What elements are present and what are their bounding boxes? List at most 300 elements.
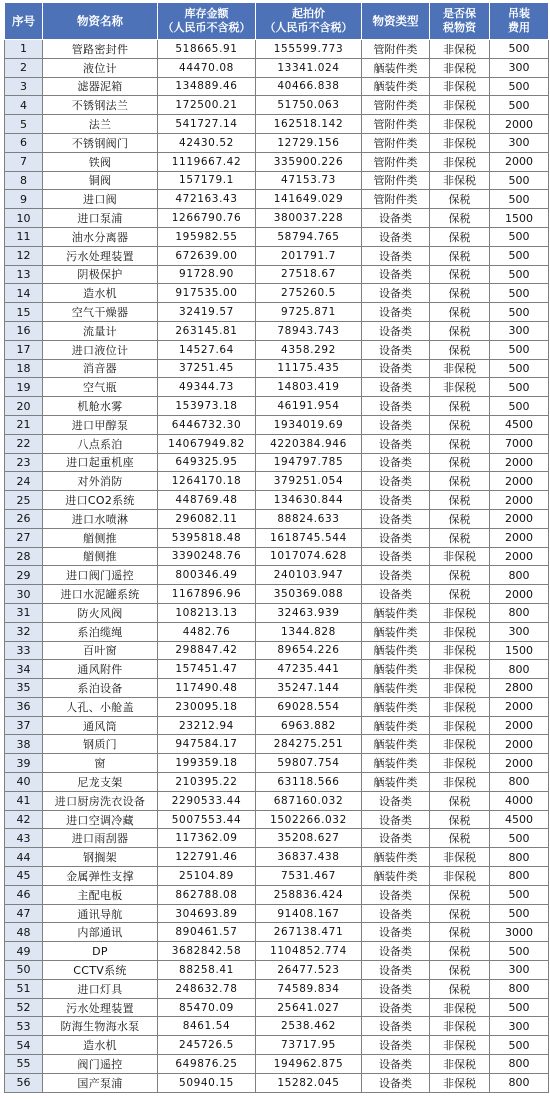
cell-name[interactable]: 进口阀 <box>43 190 158 209</box>
cell-start-price[interactable]: 201791.7 <box>256 246 362 265</box>
cell-hoist-fee[interactable]: 800 <box>490 773 549 792</box>
cell-hoist-fee[interactable]: 800 <box>490 979 549 998</box>
cell-seq[interactable]: 14 <box>5 284 43 303</box>
cell-type[interactable]: 舾装件类 <box>362 77 430 96</box>
cell-hoist-fee[interactable]: 500 <box>490 829 549 848</box>
cell-hoist-fee[interactable]: 500 <box>490 1036 549 1055</box>
header-start-price[interactable] <box>256 3 362 40</box>
cell-type[interactable]: 设备类 <box>362 979 430 998</box>
cell-start-price[interactable]: 46191.954 <box>256 397 362 416</box>
cell-stock-value[interactable]: 518665.91 <box>158 40 256 59</box>
cell-bonded[interactable]: 保税 <box>430 209 490 228</box>
cell-bonded[interactable]: 保税 <box>430 585 490 604</box>
cell-bonded[interactable]: 保税 <box>430 246 490 265</box>
cell-name[interactable]: 消音器 <box>43 359 158 378</box>
cell-hoist-fee[interactable]: 500 <box>490 359 549 378</box>
cell-seq[interactable]: 56 <box>5 1073 43 1092</box>
cell-name[interactable]: 百叶窗 <box>43 641 158 660</box>
cell-start-price[interactable]: 78943.743 <box>256 321 362 340</box>
cell-seq[interactable]: 5 <box>5 115 43 134</box>
cell-type[interactable]: 设备类 <box>362 528 430 547</box>
cell-seq[interactable]: 22 <box>5 434 43 453</box>
cell-start-price[interactable]: 40466.838 <box>256 77 362 96</box>
cell-name[interactable]: 滤器泥箱 <box>43 77 158 96</box>
cell-stock-value[interactable]: 649876.25 <box>158 1055 256 1074</box>
cell-type[interactable]: 设备类 <box>362 321 430 340</box>
cell-bonded[interactable]: 非保税 <box>430 660 490 679</box>
cell-type[interactable]: 设备类 <box>362 547 430 566</box>
cell-type[interactable]: 设备类 <box>362 961 430 980</box>
cell-hoist-fee[interactable]: 800 <box>490 660 549 679</box>
cell-hoist-fee[interactable]: 2000 <box>490 115 549 134</box>
cell-bonded[interactable]: 保税 <box>430 415 490 434</box>
cell-seq[interactable]: 23 <box>5 453 43 472</box>
cell-stock-value[interactable]: 5007553.44 <box>158 810 256 829</box>
cell-start-price[interactable]: 4358.292 <box>256 340 362 359</box>
cell-seq[interactable]: 2 <box>5 58 43 77</box>
cell-start-price[interactable]: 350369.088 <box>256 585 362 604</box>
cell-name[interactable]: 污水处理装置 <box>43 998 158 1017</box>
cell-start-price[interactable]: 1618745.544 <box>256 528 362 547</box>
cell-bonded[interactable]: 非保税 <box>430 998 490 1017</box>
cell-type[interactable]: 设备类 <box>362 998 430 1017</box>
cell-hoist-fee[interactable]: 2000 <box>490 585 549 604</box>
cell-seq[interactable]: 11 <box>5 227 43 246</box>
cell-stock-value[interactable]: 296082.11 <box>158 509 256 528</box>
cell-bonded[interactable]: 保税 <box>430 491 490 510</box>
cell-type[interactable]: 管附件类 <box>362 96 430 115</box>
cell-hoist-fee[interactable]: 2000 <box>490 697 549 716</box>
cell-bonded[interactable]: 保税 <box>430 923 490 942</box>
cell-type[interactable]: 设备类 <box>362 359 430 378</box>
cell-bonded[interactable]: 保税 <box>430 284 490 303</box>
cell-seq[interactable]: 1 <box>5 40 43 59</box>
cell-start-price[interactable]: 27518.67 <box>256 265 362 284</box>
cell-start-price[interactable]: 4220384.946 <box>256 434 362 453</box>
cell-name[interactable]: 通讯导航 <box>43 904 158 923</box>
cell-start-price[interactable]: 380037.228 <box>256 209 362 228</box>
cell-seq[interactable]: 17 <box>5 340 43 359</box>
cell-name[interactable]: 进口水泥罐系统 <box>43 585 158 604</box>
cell-type[interactable]: 设备类 <box>362 585 430 604</box>
cell-hoist-fee[interactable]: 300 <box>490 133 549 152</box>
cell-hoist-fee[interactable]: 800 <box>490 867 549 886</box>
cell-start-price[interactable]: 74589.834 <box>256 979 362 998</box>
cell-hoist-fee[interactable]: 2000 <box>490 472 549 491</box>
cell-name[interactable]: 空气干燥器 <box>43 303 158 322</box>
cell-stock-value[interactable]: 32419.57 <box>158 303 256 322</box>
cell-type[interactable]: 设备类 <box>362 434 430 453</box>
cell-start-price[interactable]: 12729.156 <box>256 133 362 152</box>
cell-bonded[interactable]: 保税 <box>430 265 490 284</box>
cell-bonded[interactable]: 保税 <box>430 453 490 472</box>
cell-seq[interactable]: 48 <box>5 923 43 942</box>
cell-stock-value[interactable]: 157451.47 <box>158 660 256 679</box>
cell-stock-value[interactable]: 298847.42 <box>158 641 256 660</box>
cell-seq[interactable]: 49 <box>5 942 43 961</box>
cell-seq[interactable]: 29 <box>5 566 43 585</box>
cell-type[interactable]: 设备类 <box>362 829 430 848</box>
cell-type[interactable]: 舾装件类 <box>362 622 430 641</box>
cell-type[interactable]: 设备类 <box>362 284 430 303</box>
cell-start-price[interactable]: 89654.226 <box>256 641 362 660</box>
cell-type[interactable]: 舾装件类 <box>362 679 430 698</box>
cell-bonded[interactable]: 非保税 <box>430 152 490 171</box>
cell-hoist-fee[interactable]: 500 <box>490 942 549 961</box>
cell-stock-value[interactable]: 3390248.76 <box>158 547 256 566</box>
cell-bonded[interactable]: 非保税 <box>430 171 490 190</box>
cell-hoist-fee[interactable]: 500 <box>490 77 549 96</box>
cell-type[interactable]: 管附件类 <box>362 152 430 171</box>
cell-stock-value[interactable]: 263145.81 <box>158 321 256 340</box>
cell-seq[interactable]: 44 <box>5 848 43 867</box>
cell-type[interactable]: 舾装件类 <box>362 660 430 679</box>
cell-name[interactable]: 进口阀门遥控 <box>43 566 158 585</box>
cell-seq[interactable]: 10 <box>5 209 43 228</box>
cell-stock-value[interactable]: 91728.90 <box>158 265 256 284</box>
cell-name[interactable]: 人孔、小舱盖 <box>43 697 158 716</box>
cell-type[interactable]: 设备类 <box>362 415 430 434</box>
cell-name[interactable]: 造水机 <box>43 284 158 303</box>
cell-name[interactable]: 艏侧推 <box>43 528 158 547</box>
cell-name[interactable]: 对外消防 <box>43 472 158 491</box>
cell-name[interactable]: 进口起重机座 <box>43 453 158 472</box>
header-seq[interactable] <box>5 3 43 40</box>
cell-bonded[interactable]: 保税 <box>430 885 490 904</box>
cell-hoist-fee[interactable]: 4000 <box>490 791 549 810</box>
cell-name[interactable]: 进口雨刮器 <box>43 829 158 848</box>
cell-hoist-fee[interactable]: 500 <box>490 190 549 209</box>
cell-name[interactable]: 管路密封件 <box>43 40 158 59</box>
cell-type[interactable]: 舾装件类 <box>362 697 430 716</box>
cell-start-price[interactable]: 258836.424 <box>256 885 362 904</box>
cell-name[interactable]: 进口液位计 <box>43 340 158 359</box>
cell-stock-value[interactable]: 25104.89 <box>158 867 256 886</box>
cell-bonded[interactable]: 非保税 <box>430 378 490 397</box>
cell-hoist-fee[interactable]: 7000 <box>490 434 549 453</box>
cell-stock-value[interactable]: 210395.22 <box>158 773 256 792</box>
cell-type[interactable]: 设备类 <box>362 397 430 416</box>
cell-start-price[interactable]: 63118.566 <box>256 773 362 792</box>
cell-hoist-fee[interactable]: 3000 <box>490 923 549 942</box>
cell-bonded[interactable]: 非保税 <box>430 1036 490 1055</box>
cell-name[interactable]: 金属弹性支撑 <box>43 867 158 886</box>
cell-start-price[interactable]: 47235.441 <box>256 660 362 679</box>
cell-seq[interactable]: 27 <box>5 528 43 547</box>
cell-bonded[interactable]: 非保税 <box>430 1017 490 1036</box>
cell-start-price[interactable]: 73717.95 <box>256 1036 362 1055</box>
cell-hoist-fee[interactable]: 2000 <box>490 528 549 547</box>
cell-name[interactable]: 系泊缆绳 <box>43 622 158 641</box>
cell-name[interactable]: 造水机 <box>43 1036 158 1055</box>
cell-start-price[interactable]: 284275.251 <box>256 735 362 754</box>
cell-seq[interactable]: 6 <box>5 133 43 152</box>
cell-type[interactable]: 设备类 <box>362 904 430 923</box>
cell-seq[interactable]: 7 <box>5 152 43 171</box>
cell-name[interactable]: 进口泵浦 <box>43 209 158 228</box>
cell-name[interactable]: 防海生物海水泵 <box>43 1017 158 1036</box>
cell-stock-value[interactable]: 1119667.42 <box>158 152 256 171</box>
cell-bonded[interactable]: 非保税 <box>430 133 490 152</box>
cell-name[interactable]: 八点系泊 <box>43 434 158 453</box>
cell-start-price[interactable]: 141649.029 <box>256 190 362 209</box>
cell-stock-value[interactable]: 23212.94 <box>158 716 256 735</box>
cell-start-price[interactable]: 240103.947 <box>256 566 362 585</box>
cell-start-price[interactable]: 194797.785 <box>256 453 362 472</box>
cell-seq[interactable]: 28 <box>5 547 43 566</box>
cell-bonded[interactable]: 保税 <box>430 227 490 246</box>
cell-stock-value[interactable]: 304693.89 <box>158 904 256 923</box>
cell-bonded[interactable]: 非保税 <box>430 58 490 77</box>
cell-stock-value[interactable]: 448769.48 <box>158 491 256 510</box>
cell-stock-value[interactable]: 649325.95 <box>158 453 256 472</box>
cell-type[interactable]: 舾装件类 <box>362 641 430 660</box>
cell-hoist-fee[interactable]: 500 <box>490 303 549 322</box>
cell-type[interactable]: 设备类 <box>362 1017 430 1036</box>
cell-seq[interactable]: 53 <box>5 1017 43 1036</box>
cell-start-price[interactable]: 26477.523 <box>256 961 362 980</box>
cell-stock-value[interactable]: 248632.78 <box>158 979 256 998</box>
cell-start-price[interactable]: 1344.828 <box>256 622 362 641</box>
cell-seq[interactable]: 21 <box>5 415 43 434</box>
cell-bonded[interactable]: 保税 <box>430 961 490 980</box>
cell-bonded[interactable]: 保税 <box>430 190 490 209</box>
cell-bonded[interactable]: 保税 <box>430 434 490 453</box>
cell-seq[interactable]: 46 <box>5 885 43 904</box>
cell-seq[interactable]: 35 <box>5 679 43 698</box>
cell-type[interactable]: 舾装件类 <box>362 603 430 622</box>
cell-name[interactable]: 进口甲醇泵 <box>43 415 158 434</box>
cell-bonded[interactable]: 非保税 <box>430 773 490 792</box>
cell-hoist-fee[interactable]: 500 <box>490 397 549 416</box>
cell-stock-value[interactable]: 195982.55 <box>158 227 256 246</box>
cell-hoist-fee[interactable]: 800 <box>490 566 549 585</box>
cell-hoist-fee[interactable]: 300 <box>490 961 549 980</box>
cell-type[interactable]: 舾装件类 <box>362 716 430 735</box>
cell-start-price[interactable]: 687160.032 <box>256 791 362 810</box>
cell-start-price[interactable]: 267138.471 <box>256 923 362 942</box>
cell-start-price[interactable]: 25641.027 <box>256 998 362 1017</box>
cell-type[interactable]: 设备类 <box>362 509 430 528</box>
cell-hoist-fee[interactable]: 500 <box>490 998 549 1017</box>
cell-type[interactable]: 舾装件类 <box>362 773 430 792</box>
cell-start-price[interactable]: 11175.435 <box>256 359 362 378</box>
cell-bonded[interactable]: 非保税 <box>430 754 490 773</box>
cell-hoist-fee[interactable]: 500 <box>490 378 549 397</box>
cell-seq[interactable]: 55 <box>5 1055 43 1074</box>
cell-seq[interactable]: 30 <box>5 585 43 604</box>
cell-name[interactable]: 机舱水雾 <box>43 397 158 416</box>
cell-type[interactable]: 设备类 <box>362 303 430 322</box>
cell-hoist-fee[interactable]: 500 <box>490 904 549 923</box>
cell-type[interactable]: 设备类 <box>362 885 430 904</box>
cell-start-price[interactable]: 59807.754 <box>256 754 362 773</box>
cell-bonded[interactable]: 非保税 <box>430 697 490 716</box>
cell-seq[interactable]: 39 <box>5 754 43 773</box>
cell-seq[interactable]: 9 <box>5 190 43 209</box>
cell-stock-value[interactable]: 541727.14 <box>158 115 256 134</box>
cell-stock-value[interactable]: 5395818.48 <box>158 528 256 547</box>
cell-bonded[interactable]: 非保税 <box>430 848 490 867</box>
cell-type[interactable]: 设备类 <box>362 942 430 961</box>
cell-type[interactable]: 管附件类 <box>362 115 430 134</box>
cell-stock-value[interactable]: 1264170.18 <box>158 472 256 491</box>
cell-hoist-fee[interactable]: 300 <box>490 58 549 77</box>
cell-stock-value[interactable]: 37251.45 <box>158 359 256 378</box>
cell-stock-value[interactable]: 117490.48 <box>158 679 256 698</box>
cell-hoist-fee[interactable]: 800 <box>490 1073 549 1092</box>
cell-seq[interactable]: 8 <box>5 171 43 190</box>
cell-start-price[interactable]: 194962.875 <box>256 1055 362 1074</box>
cell-stock-value[interactable]: 50940.15 <box>158 1073 256 1092</box>
cell-start-price[interactable]: 6963.882 <box>256 716 362 735</box>
cell-hoist-fee[interactable]: 500 <box>490 246 549 265</box>
cell-seq[interactable]: 4 <box>5 96 43 115</box>
cell-start-price[interactable]: 32463.939 <box>256 603 362 622</box>
cell-stock-value[interactable]: 88258.41 <box>158 961 256 980</box>
cell-seq[interactable]: 41 <box>5 791 43 810</box>
cell-seq[interactable]: 20 <box>5 397 43 416</box>
cell-seq[interactable]: 3 <box>5 77 43 96</box>
header-bonded[interactable] <box>430 3 490 40</box>
cell-hoist-fee[interactable]: 800 <box>490 1055 549 1074</box>
cell-bonded[interactable]: 非保税 <box>430 547 490 566</box>
cell-name[interactable]: 法兰 <box>43 115 158 134</box>
cell-stock-value[interactable]: 1167896.96 <box>158 585 256 604</box>
cell-stock-value[interactable]: 3682842.58 <box>158 942 256 961</box>
cell-bonded[interactable]: 保税 <box>430 810 490 829</box>
cell-bonded[interactable]: 非保税 <box>430 115 490 134</box>
cell-hoist-fee[interactable]: 300 <box>490 622 549 641</box>
cell-name[interactable]: CCTV系统 <box>43 961 158 980</box>
cell-bonded[interactable]: 保税 <box>430 904 490 923</box>
cell-bonded[interactable]: 保税 <box>430 321 490 340</box>
cell-bonded[interactable]: 非保税 <box>430 735 490 754</box>
cell-hoist-fee[interactable]: 500 <box>490 40 549 59</box>
cell-seq[interactable]: 26 <box>5 509 43 528</box>
cell-hoist-fee[interactable]: 500 <box>490 284 549 303</box>
cell-name[interactable]: 进口空调冷藏 <box>43 810 158 829</box>
cell-type[interactable]: 设备类 <box>362 265 430 284</box>
cell-type[interactable]: 管附件类 <box>362 190 430 209</box>
cell-seq[interactable]: 45 <box>5 867 43 886</box>
cell-hoist-fee[interactable]: 500 <box>490 340 549 359</box>
cell-stock-value[interactable]: 800346.49 <box>158 566 256 585</box>
cell-bonded[interactable]: 非保税 <box>430 77 490 96</box>
cell-hoist-fee[interactable]: 1500 <box>490 209 549 228</box>
cell-stock-value[interactable]: 153973.18 <box>158 397 256 416</box>
cell-bonded[interactable]: 非保税 <box>430 679 490 698</box>
cell-hoist-fee[interactable]: 300 <box>490 321 549 340</box>
cell-seq[interactable]: 19 <box>5 378 43 397</box>
cell-seq[interactable]: 42 <box>5 810 43 829</box>
cell-name[interactable]: 铁阀 <box>43 152 158 171</box>
cell-type[interactable]: 舾装件类 <box>362 58 430 77</box>
cell-stock-value[interactable]: 122791.46 <box>158 848 256 867</box>
cell-name[interactable]: 油水分离器 <box>43 227 158 246</box>
cell-name[interactable]: 窗 <box>43 754 158 773</box>
cell-bonded[interactable]: 保税 <box>430 566 490 585</box>
cell-stock-value[interactable]: 8461.54 <box>158 1017 256 1036</box>
cell-hoist-fee[interactable]: 2000 <box>490 453 549 472</box>
cell-name[interactable]: 国产泵浦 <box>43 1073 158 1092</box>
cell-name[interactable]: 铜阀 <box>43 171 158 190</box>
cell-name[interactable]: 阴极保护 <box>43 265 158 284</box>
cell-type[interactable]: 舾装件类 <box>362 735 430 754</box>
cell-name[interactable]: 进口CO2系统 <box>43 491 158 510</box>
cell-name[interactable]: 通风附件 <box>43 660 158 679</box>
cell-start-price[interactable]: 88824.633 <box>256 509 362 528</box>
cell-stock-value[interactable]: 14527.64 <box>158 340 256 359</box>
cell-stock-value[interactable]: 199359.18 <box>158 754 256 773</box>
cell-seq[interactable]: 52 <box>5 998 43 1017</box>
cell-type[interactable]: 设备类 <box>362 453 430 472</box>
cell-seq[interactable]: 38 <box>5 735 43 754</box>
cell-start-price[interactable]: 13341.024 <box>256 58 362 77</box>
cell-start-price[interactable]: 9725.871 <box>256 303 362 322</box>
cell-type[interactable]: 舾装件类 <box>362 754 430 773</box>
cell-type[interactable]: 设备类 <box>362 566 430 585</box>
cell-stock-value[interactable]: 245726.5 <box>158 1036 256 1055</box>
cell-type[interactable]: 设备类 <box>362 1055 430 1074</box>
cell-hoist-fee[interactable]: 500 <box>490 171 549 190</box>
cell-name[interactable]: 钢质门 <box>43 735 158 754</box>
cell-hoist-fee[interactable]: 2000 <box>490 509 549 528</box>
cell-stock-value[interactable]: 85470.09 <box>158 998 256 1017</box>
cell-stock-value[interactable]: 108213.13 <box>158 603 256 622</box>
cell-stock-value[interactable]: 6446732.30 <box>158 415 256 434</box>
cell-seq[interactable]: 50 <box>5 961 43 980</box>
cell-bonded[interactable]: 保税 <box>430 340 490 359</box>
cell-seq[interactable]: 51 <box>5 979 43 998</box>
cell-type[interactable]: 设备类 <box>362 1036 430 1055</box>
cell-type[interactable]: 设备类 <box>362 491 430 510</box>
cell-bonded[interactable]: 非保税 <box>430 716 490 735</box>
cell-seq[interactable]: 15 <box>5 303 43 322</box>
cell-seq[interactable]: 12 <box>5 246 43 265</box>
cell-hoist-fee[interactable]: 1500 <box>490 641 549 660</box>
cell-name[interactable]: 空气瓶 <box>43 378 158 397</box>
cell-hoist-fee[interactable]: 2000 <box>490 754 549 773</box>
cell-type[interactable]: 设备类 <box>362 810 430 829</box>
cell-stock-value[interactable]: 44470.08 <box>158 58 256 77</box>
header-name[interactable] <box>43 3 158 40</box>
cell-name[interactable]: 艏侧推 <box>43 547 158 566</box>
cell-name[interactable]: 尼龙支架 <box>43 773 158 792</box>
cell-seq[interactable]: 13 <box>5 265 43 284</box>
cell-stock-value[interactable]: 890461.57 <box>158 923 256 942</box>
cell-stock-value[interactable]: 947584.17 <box>158 735 256 754</box>
cell-seq[interactable]: 36 <box>5 697 43 716</box>
cell-name[interactable]: 防火风阀 <box>43 603 158 622</box>
cell-bonded[interactable]: 非保税 <box>430 96 490 115</box>
cell-seq[interactable]: 18 <box>5 359 43 378</box>
cell-start-price[interactable]: 35247.144 <box>256 679 362 698</box>
cell-stock-value[interactable]: 157179.1 <box>158 171 256 190</box>
cell-name[interactable]: 进口灯具 <box>43 979 158 998</box>
cell-type[interactable]: 设备类 <box>362 472 430 491</box>
cell-hoist-fee[interactable]: 500 <box>490 885 549 904</box>
cell-start-price[interactable]: 69028.554 <box>256 697 362 716</box>
cell-start-price[interactable]: 134630.844 <box>256 491 362 510</box>
cell-start-price[interactable]: 36837.438 <box>256 848 362 867</box>
cell-seq[interactable]: 25 <box>5 491 43 510</box>
cell-type[interactable]: 舾装件类 <box>362 848 430 867</box>
cell-hoist-fee[interactable]: 500 <box>490 265 549 284</box>
cell-bonded[interactable]: 非保税 <box>430 359 490 378</box>
cell-hoist-fee[interactable]: 500 <box>490 227 549 246</box>
cell-start-price[interactable]: 155599.773 <box>256 40 362 59</box>
